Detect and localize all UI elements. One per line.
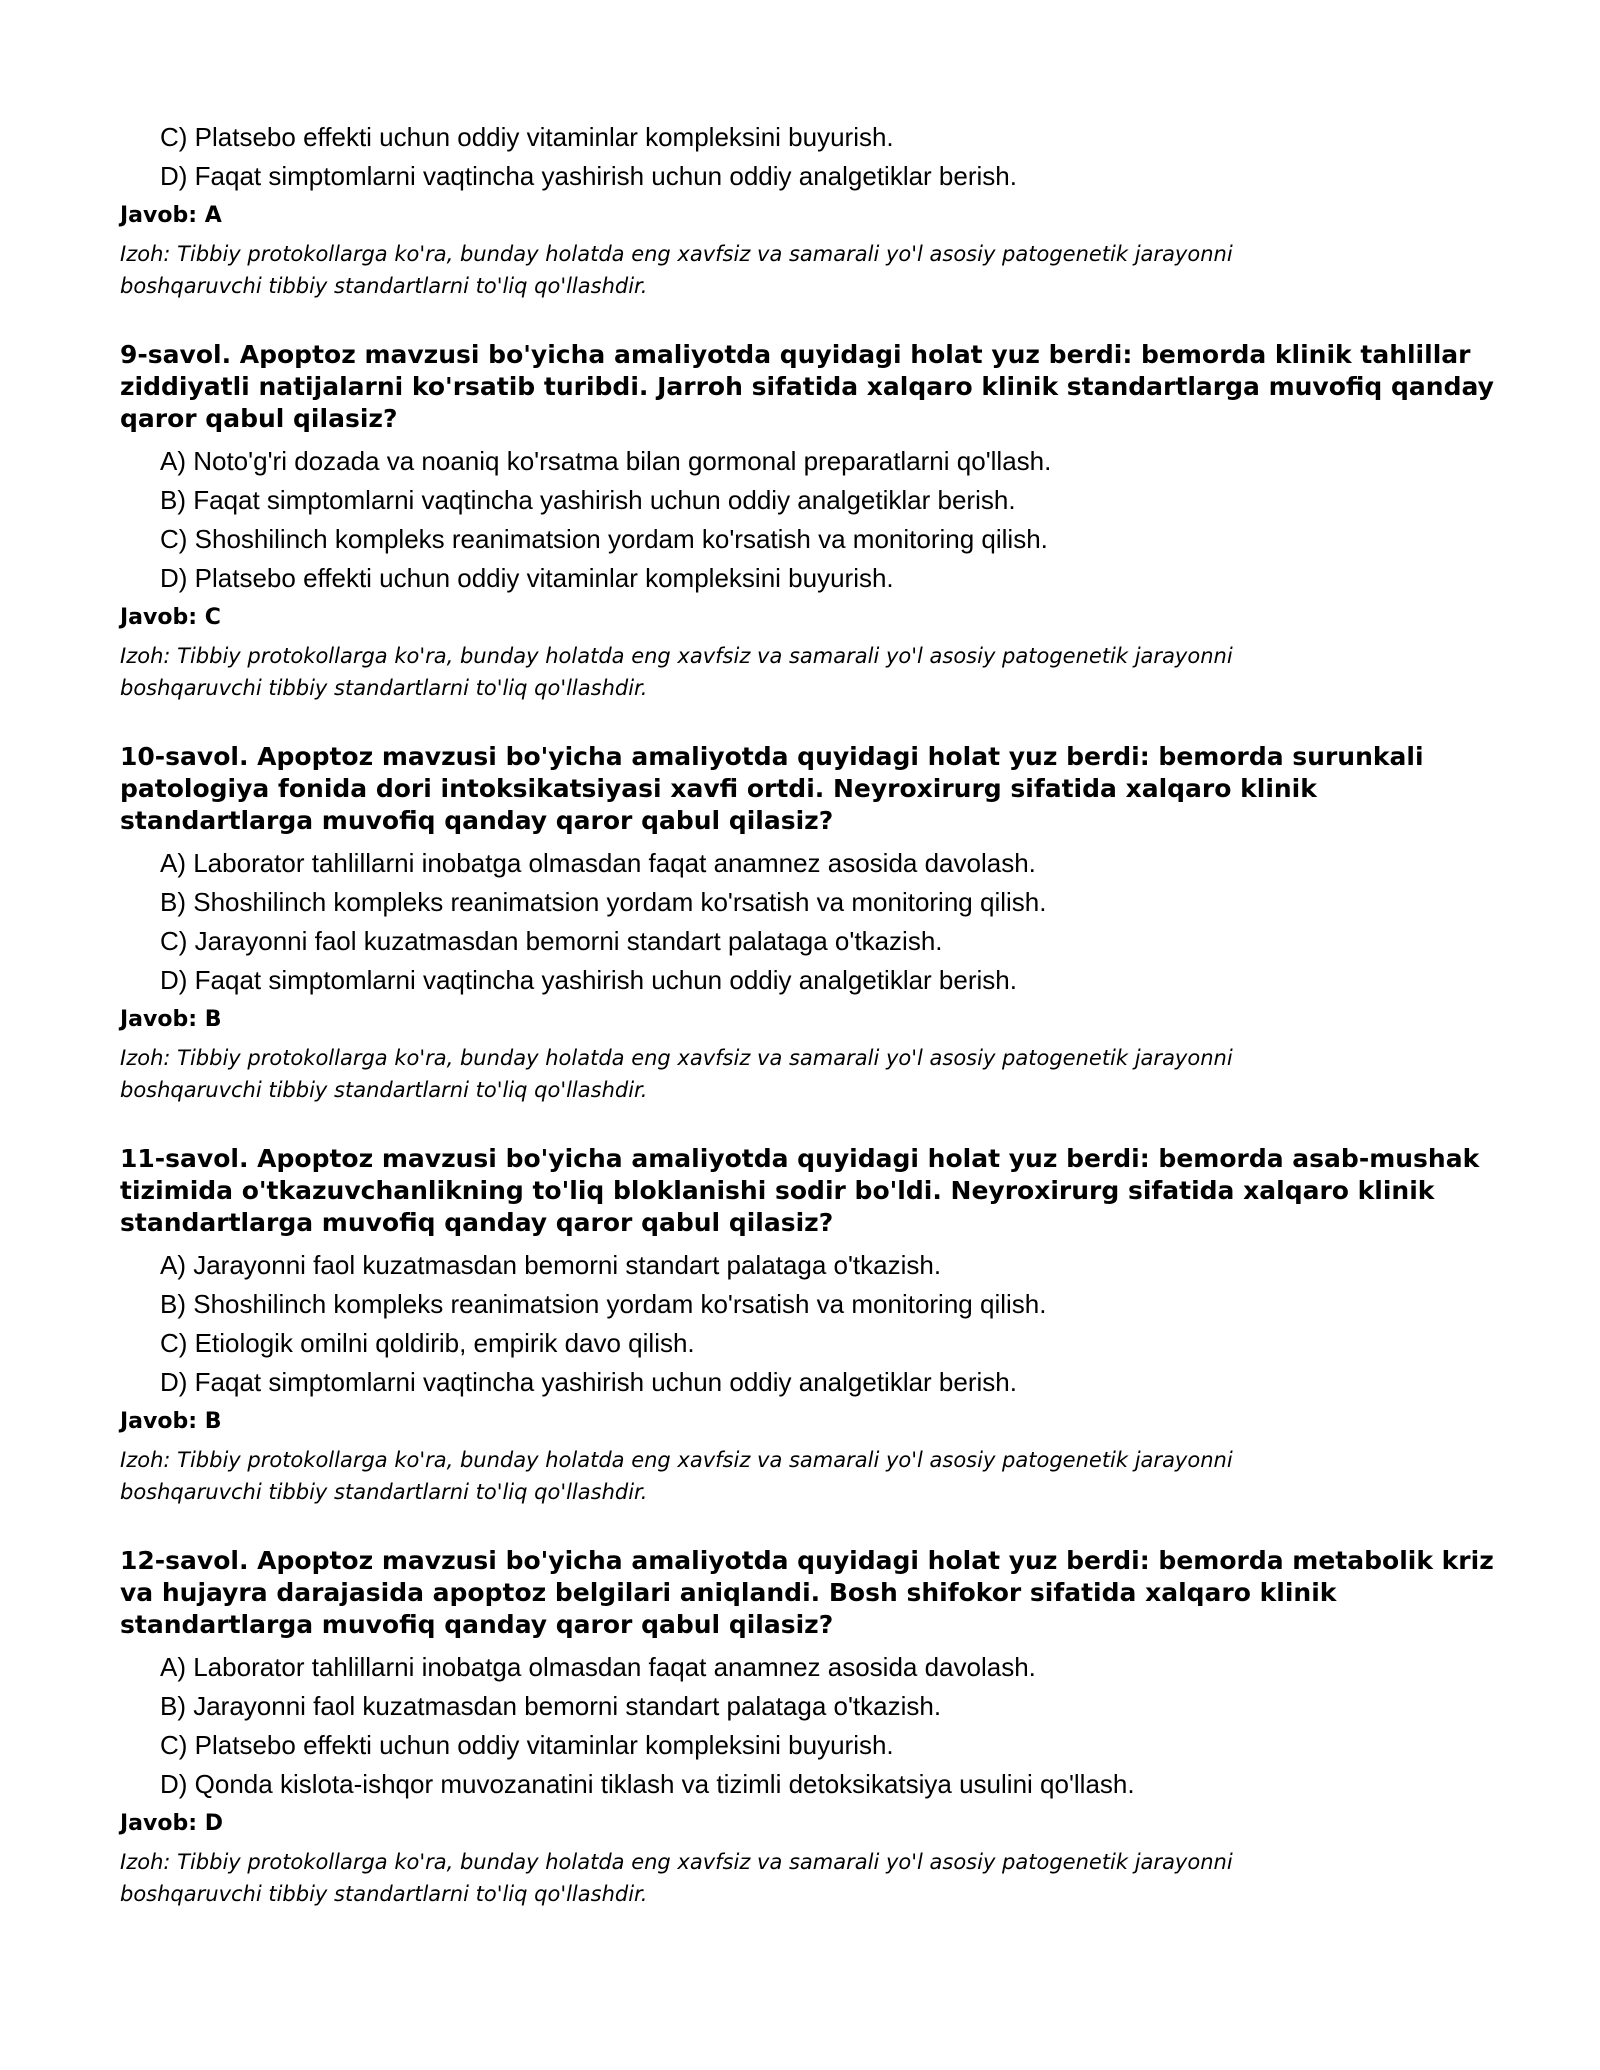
option-a: A) Laborator tahlillarni inobatga olmasdan faqat anamnez asosida davolash. (160, 848, 1036, 878)
option-c: C) Etiologik omilni qoldirib, empirik davo qilish. (160, 1328, 695, 1358)
option-d: D) Platsebo effekti uchun oddiy vitaminlar kompleksini buyurish. (160, 563, 894, 593)
answer-label: Javob: D (120, 1811, 223, 1836)
option-d: D) Faqat simptomlarni vaqtincha yashirish uchun oddiy analgetiklar berish. (160, 965, 1017, 995)
answer-label: Javob: B (120, 1007, 222, 1032)
explanation-text: Izoh: Tibbiy protokollarga ko'ra, bunday holatda eng xavfsiz va samarali yo'l asosiy patogenetik jarayonni boshqaruvchi tibbiy standartlarni to'liq qo'llashdir. (120, 1850, 1233, 1906)
explanation-text: Izoh: Tibbiy protokollarga ko'ra, bunday holatda eng xavfsiz va samarali yo'l asosiy patogenetik jarayonni boshqaruvchi tibbiy standartlarni to'liq qo'llashdir. (120, 644, 1233, 700)
question-text: 11-savol. Apoptoz mavzusi bo'yicha amaliyotda quyidagi holat yuz berdi: bemorda asab-mushak tizimida o'tkazuvchanlikning to'liq bloklanishi sodir bo'ldi. Neyroxirurg sifatida xalqaro klinik standartlarga muvofiq qanday qaror qabul qilasiz? (120, 1144, 1480, 1237)
option-c: C) Platsebo effekti uchun oddiy vitaminlar kompleksini buyurish. (160, 122, 894, 152)
answer-label: Javob: B (120, 1409, 222, 1434)
document-page (120, 118, 1500, 1910)
option-c: C) Platsebo effekti uchun oddiy vitaminlar kompleksini buyurish. (160, 1730, 894, 1760)
option-d: D) Faqat simptomlarni vaqtincha yashirish uchun oddiy analgetiklar berish. (160, 1367, 1017, 1397)
option-d: D) Qonda kislota-ishqor muvozanatini tiklash va tizimli detoksikatsiya usulini qo'llash. (160, 1769, 1135, 1799)
option-b: B) Jarayonni faol kuzatmasdan bemorni standart palataga o'tkazish. (160, 1691, 942, 1721)
explanation-text: Izoh: Tibbiy protokollarga ko'ra, bunday holatda eng xavfsiz va samarali yo'l asosiy patogenetik jarayonni boshqaruvchi tibbiy standartlarni to'liq qo'llashdir. (120, 1448, 1233, 1504)
option-c: C) Shoshilinch kompleks reanimatsion yordam ko'rsatish va monitoring qilish. (160, 524, 1048, 554)
option-a: A) Noto'g'ri dozada va noaniq ko'rsatma bilan gormonal preparatlarni qo'llash. (160, 446, 1052, 476)
option-b: B) Faqat simptomlarni vaqtincha yashirish uchun oddiy analgetiklar berish. (160, 485, 1016, 515)
question-text: 12-savol. Apoptoz mavzusi bo'yicha amaliyotda quyidagi holat yuz berdi: bemorda metabolik kriz va hujayra darajasida apoptoz belgilari aniqlandi. Bosh shifokor sifatida xalqaro klinik standartlarga muvofiq qanday qaror qabul qilasiz? (120, 1546, 1494, 1639)
question-10 (120, 741, 1500, 1106)
answer-label: Javob: A (120, 203, 222, 228)
option-c: C) Jarayonni faol kuzatmasdan bemorni standart palataga o'tkazish. (160, 926, 943, 956)
explanation-text: Izoh: Tibbiy protokollarga ko'ra, bunday holatda eng xavfsiz va samarali yo'l asosiy patogenetik jarayonni boshqaruvchi tibbiy standartlarni to'liq qo'llashdir. (120, 242, 1233, 298)
answer-label: Javob: C (120, 605, 221, 630)
explanation-text: Izoh: Tibbiy protokollarga ko'ra, bunday holatda eng xavfsiz va samarali yo'l asosiy patogenetik jarayonni boshqaruvchi tibbiy standartlarni to'liq qo'llashdir. (120, 1046, 1233, 1102)
question-11 (120, 1143, 1500, 1508)
option-d: D) Faqat simptomlarni vaqtincha yashirish uchun oddiy analgetiklar berish. (160, 161, 1017, 191)
option-a: A) Laborator tahlillarni inobatga olmasdan faqat anamnez asosida davolash. (160, 1652, 1036, 1682)
option-b: B) Shoshilinch kompleks reanimatsion yordam ko'rsatish va monitoring qilish. (160, 887, 1047, 917)
option-a: A) Jarayonni faol kuzatmasdan bemorni standart palataga o'tkazish. (160, 1250, 942, 1280)
question-text: 9-savol. Apoptoz mavzusi bo'yicha amaliyotda quyidagi holat yuz berdi: bemorda klinik tahlillar ziddiyatli natijalarni ko'rsatib turibdi. Jarroh sifatida xalqaro klinik standartlarga muvofiq qanday qaror qabul qilasiz? (120, 340, 1494, 433)
question-9 (120, 339, 1500, 704)
option-b: B) Shoshilinch kompleks reanimatsion yordam ko'rsatish va monitoring qilish. (160, 1289, 1047, 1319)
question-8-tail (120, 118, 1500, 302)
question-12 (120, 1545, 1500, 1910)
question-text: 10-savol. Apoptoz mavzusi bo'yicha amaliyotda quyidagi holat yuz berdi: bemorda surunkali patologiya fonida dori intoksikatsiyasi xavfi ortdi. Neyroxirurg sifatida xalqaro klinik standartlarga muvofiq qanday qaror qabul qilasiz? (120, 742, 1424, 835)
